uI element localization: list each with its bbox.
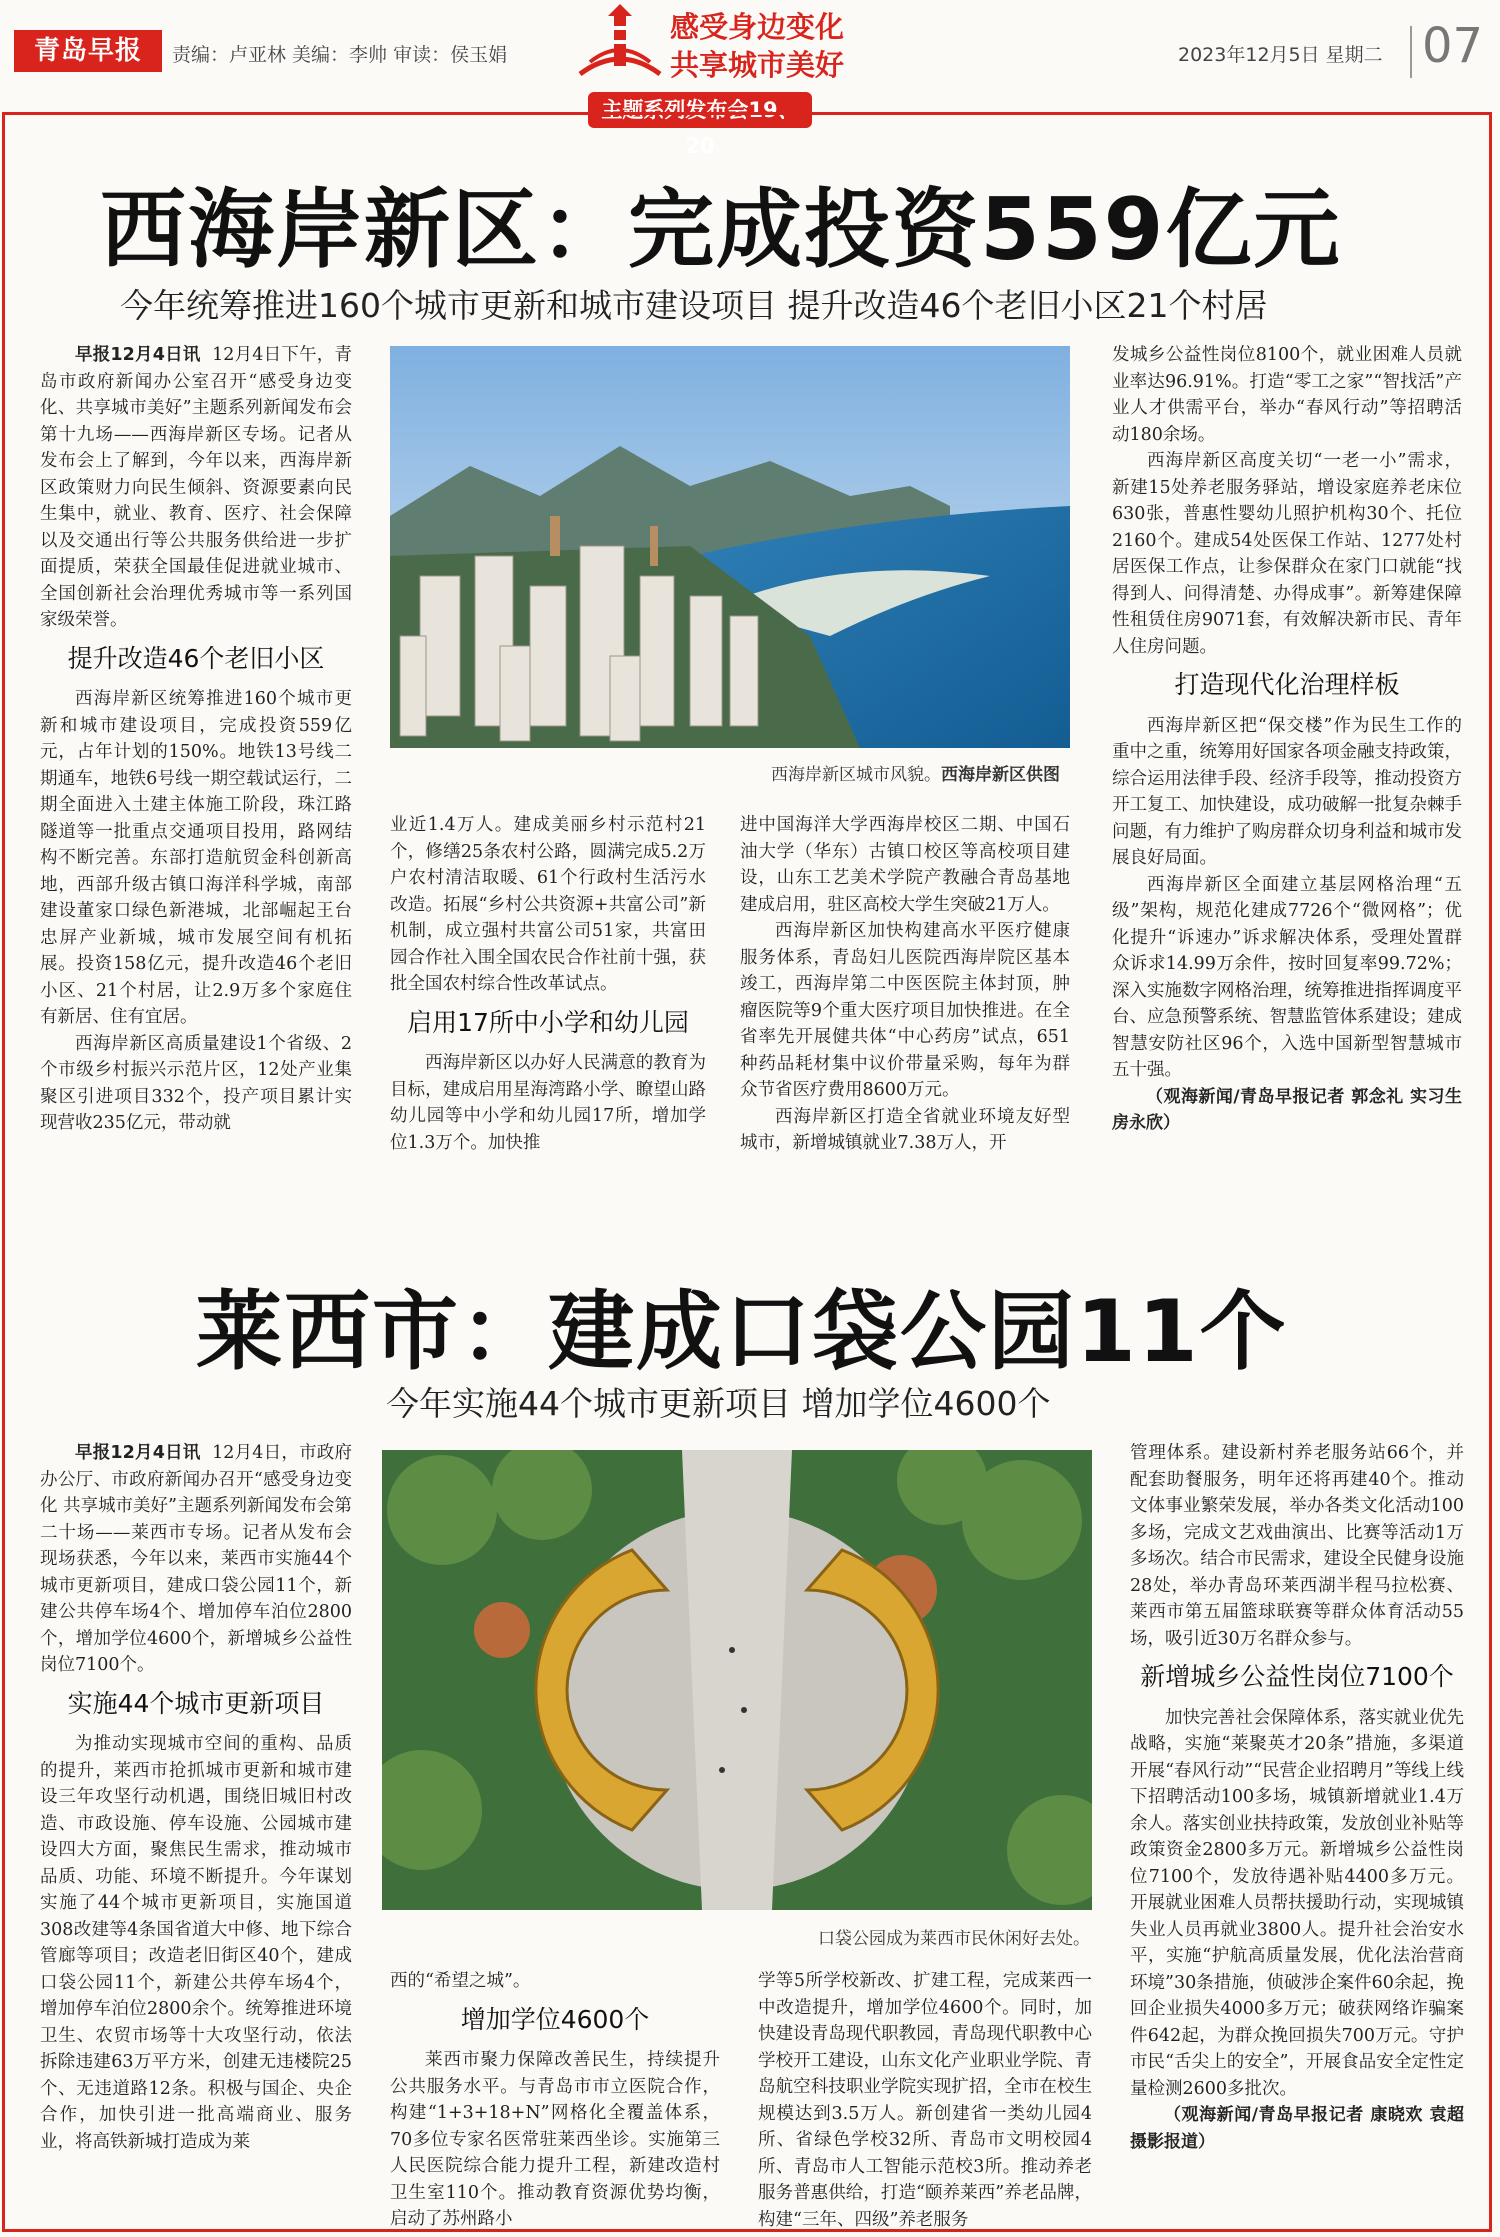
article2-paragraph: 为推动实现城市空间的重构、品质的提升，莱西市抢抓城市更新和城市建设三年攻坚行动机遇，围绕旧城旧村改造、市政设施、停车设施、公园城市建设四大方面，聚焦民生需求，推动城市品质、功能、环境不断提升。今年谋划实施了44个城市更新项目，实施国道308改建等4条国省道大中修、地下综合管廊等项目；改造老旧街区40个，建成口袋公园11个，新建公共停车场4个，增加停车泊位2800余个。统筹推进环境卫生、农贸市场等十大攻坚行动，依法拆除违建63万平方米，创建无违楼院25个、无违道路12条。积极与国企、央企合作，加快引进一批高端商业、服务业，将高铁新城打造成为莱 <box>40 1734 352 2152</box>
article2-lead-text: 12月4日，市政府办公厅、市政府新闻办召开“感受身边变化 共享城市美好”主题系列新闻发布会第二十场——莱西市专场。记者从发布会现场获悉，今年以来，莱西市实施44个城市更新项目，建成口袋公园11个，新建公共停车场4个、增加停车泊位2800个，增加学位4600个，新增城乡公益性岗位7100个。 <box>40 1443 352 1675</box>
article2-paragraph: 学等5所学校新改、扩建工程，完成莱西一中改造提升，增加学位4600个。同时，加快建设青岛现代职教园，青岛现代职教中心学校开工建设，山东文化产业职业学院、青岛航空科技职业学院实现扩招，全市在校生规模达到3.5万人。新创建省一类幼儿园4所、省绿色学校32所、青岛市文明校园4所、青岛市人工智能示范校3所。推动养老服务普惠供给，打造“颐养莱西”养老品牌，构建“三年、四级”养老服务 <box>758 1971 1092 2230</box>
article2-subhead-2: 增加学位4600个 <box>460 2004 650 2034</box>
article2-paragraph: 西的“希望之城”。 <box>390 1971 531 1991</box>
article1-paragraph: 西海岸新区以办好人民满意的教育为目标，建成启用星海湾路小学、瞭望山路幼儿园等中小学和幼儿园17所，增加学位1.3万个。加快推 <box>390 1053 706 1153</box>
article2-paragraph: 管理体系。建设新村养老服务站66个，并配套助餐服务，明年还将再建40个。推动文体事业繁荣发展，举办各类文化活动100多场，完成文艺戏曲演出、比赛等活动1万多场次。结合市民需求，建设全民健身设施28处，举办青岛环莱西湖半程马拉松赛、莱西市第五届篮球联赛等群众体育活动55场，吸引近30万名群众参与。 <box>1130 1443 1464 1649</box>
theme-series-banner: 主题系列发布会19、20 <box>588 92 812 128</box>
editor-credits: 责编：卢亚林 美编：李帅 审读：侯玉娟 <box>172 44 508 66</box>
article1-lead-text: 12月4日下午，青岛市政府新闻办公室召开“感受身边变化、共享城市美好”主题系列新闻发布会第十九场——西海岸新区专场。记者从发布会上了解到，今年以来，西海岸新区政策财力向民生倾斜、资源要素向民生集中，就业、教育、医疗、社会保障以及交通出行等公共服务供给进一步扩面提质，荣获全国最佳促进就业城市、全国创新社会治理优秀城市等一系列国家级荣誉。 <box>40 345 352 630</box>
article2-lead-tag: 早报12月4日讯 <box>75 1443 201 1463</box>
issue-date: 2023年12月5日 星期二 <box>1178 44 1383 66</box>
article2-park-photo <box>382 1450 1092 1910</box>
article1-photo-caption <box>560 760 1060 785</box>
article1-headline: 西海岸新区：完成投资559亿元 <box>100 180 1342 280</box>
article2-byline: （观海新闻/青岛早报记者 康晓欢 袁超 摄影报道） <box>1130 2105 1464 2152</box>
article1-city-photo <box>390 346 1070 748</box>
article1-photo-credit: 西海岸新区供图 <box>941 765 1060 785</box>
article1-paragraph: 业近1.4万人。建成美丽乡村示范村21个，修缮25条农村公路，圆满完成5.2万户农村清洁取暖、61个行政村生活污水改造。拓展“乡村公共资源+共富公司”新机制，成立强村共富公司51家，共富田园合作社入围全国农民合作社前十强，获批全国农村综合性改革试点。 <box>390 815 706 994</box>
article1-subhead-1: 提升改造46个老旧小区 <box>67 643 325 673</box>
article1-column-4 <box>1112 342 1462 1207</box>
article1-paragraph: 西海岸新区全面建立基层网格治理“五级”架构，规范化建成7726个“微网格”；优化提升“诉速办”诉求解决体系，受理处置群众诉求14.99万余件，按时回复率99.72%；深入实施数字网格治理，统筹推进指挥调度平台、应急预警系统、智慧监管体系建设；建成智慧安防社区96个，入选中国新型智慧城市五十强。 <box>1112 874 1462 1080</box>
article1-paragraph: 西海岸新区加快构建高水平医疗健康服务体系，青岛妇儿医院西海岸院区基本竣工，西海岸第二中医医院主体封顶，肿瘤医院等9个重大医疗项目加快推进。在全省率先开展健共体“中心药房”试点，651种药品耗材集中议价带量采购，每年为群众节省医疗费用8600万元。 <box>740 921 1070 1100</box>
article1-paragraph: 进中国海洋大学西海岸校区二期、中国石油大学（华东）古镇口校区等高校项目建设，山东工艺美术学院产教融合青岛基地建成启用，驻区高校大学生突破21万人。 <box>740 815 1070 915</box>
article2-lead <box>40 1440 352 1679</box>
article1-paragraph: 西海岸新区高质量建设1个省级、2个市级乡村振兴示范片区，12处产业集聚区引进项目332个，投产项目累计实现营收235亿元，带动就 <box>40 1033 352 1133</box>
article1-lead-tag: 早报12月4日讯 <box>75 345 201 365</box>
article1-paragraph: 西海岸新区把“保交楼”作为民生工作的重中之重，统筹用好国家各项金融支持政策，综合运用法律手段、经济手段等，推动投资方开工复工、加快建设，成功破解一批复杂棘手问题，有力维护了购房群众切身利益和城市发展良好局面。 <box>1112 715 1462 868</box>
article2-subheadline: 今年实施44个城市更新项目 增加学位4600个 <box>386 1384 1051 1423</box>
article2-subhead-1: 实施44个城市更新项目 <box>67 1688 325 1718</box>
newspaper-logo: 青岛早报 <box>14 30 162 72</box>
theme-line-2: 共享城市美好 <box>670 48 845 82</box>
article2-column-1 <box>40 1440 352 2230</box>
article2-subhead-3: 新增城乡公益性岗位7100个 <box>1140 1662 1454 1691</box>
article2-paragraph: 莱西市聚力保障改善民生，持续提升公共服务水平。与青岛市市立医院合作，构建“1+3+18+N”网格化全覆盖体系，70多位专家名医常驻莱西坐诊。实施第三人民医院综合能力提升工程，新建改造村卫生室110个。推动教育资源优势均衡，启动了苏州路小 <box>390 2050 720 2229</box>
article2-headline: 莱西市：建成口袋公园11个 <box>196 1282 1288 1382</box>
lighthouse-emblem-icon <box>560 4 680 86</box>
article1-column-2 <box>390 812 706 1207</box>
article1-paragraph: 西海岸新区打造全省就业环境友好型城市，新增城镇就业7.38万人，开 <box>740 1106 1070 1153</box>
article1-paragraph: 西海岸新区高度关切“一老一小”需求，新建15处养老服务驿站，增设家庭养老床位630张，普惠性婴幼儿照护机构30个、托位2160个。建成54处医保工作站、1277处村居医保工作点，让参保群众在家门口就能“找得到人、问得清楚、办得成事”。新筹建保障性租赁住房9071套，有效解决新市民、青年人住房问题。 <box>1112 451 1462 657</box>
pocket-park-image <box>382 1450 1092 1910</box>
article2-paragraph: 加快完善社会保障体系，落实就业优先战略，实施“莱聚英才20条”措施，多渠道开展“春风行动”“民营企业招聘月”等线上线下招聘活动100多场，城镇新增就业1.4万余人。落实创业扶持政策，发放创业补贴等政策资金2800多万元。新增城乡公益性岗位7100个，发放待遇补贴4400多万元。开展就业困难人员帮扶援助行动，实现城镇失业人员再就业3800人。提升社会治安水平，实施“护航高质量发展，优化法治营商环境”30条措施，侦破涉企案件60余起，挽回企业损失4000多万元；破获网络诈骗案件642起，为群众挽回损失700万元。守护市民“舌尖上的安全”，开展食品安全定性定量检测2600多批次。 <box>1130 1707 1464 2099</box>
article2-photo-caption: 口袋公园成为莱西市民休闲好去处。 <box>818 1929 1090 1949</box>
article1-subheadline: 今年统筹推进160个城市更新和城市建设项目 提升改造46个老旧小区21个村居 <box>120 286 1268 325</box>
article1-subhead-3: 打造现代化治理样板 <box>1174 670 1400 699</box>
masthead-divider <box>1410 26 1412 78</box>
article1-column-3 <box>740 812 1070 1207</box>
article1-paragraph: 西海岸新区统筹推进160个城市更新和城市建设项目，完成投资559亿元，占年计划的150%。地铁13号线二期通车，地铁6号线一期空载试运行，二期全面进入土建主体施工阶段，珠江路隧道等一批重点交通项目投用，路网结构不断完善。东部打造航贸金科创新高地，西部升级古镇口海洋科学城，南部建设董家口绿色新港城，北部崛起王台忠屏产业新城，城市发展空间有机拓展。投资158亿元，提升改造46个老旧小区、21个村居，让2.9万多个家庭住有新居、住有宜居。 <box>40 689 352 1027</box>
article2-column-2 <box>390 1968 720 2230</box>
theme-title <box>670 8 844 84</box>
article1-column-1 <box>40 342 352 1207</box>
article1-subhead-2: 启用17所中小学和幼儿园 <box>407 1007 689 1037</box>
article1-byline: （观海新闻/青岛早报记者 郭念礼 实习生 房永欣） <box>1112 1086 1462 1133</box>
article2-column-3 <box>758 1968 1092 2230</box>
article1-lead <box>40 342 352 634</box>
page-number: 07 <box>1422 18 1484 74</box>
article2-column-4 <box>1130 1440 1464 2230</box>
theme-line-1: 感受身边变化 <box>670 10 845 44</box>
seaside-city-image <box>390 346 1070 748</box>
article1-paragraph: 发城乡公益性岗位8100个，就业困难人员就业率达96.91%。打造“零工之家”“智找活”产业人才供需平台，举办“春风行动”等招聘活动180余场。 <box>1112 345 1462 445</box>
article1-caption-text: 西海岸新区城市风貌。 <box>771 765 941 785</box>
